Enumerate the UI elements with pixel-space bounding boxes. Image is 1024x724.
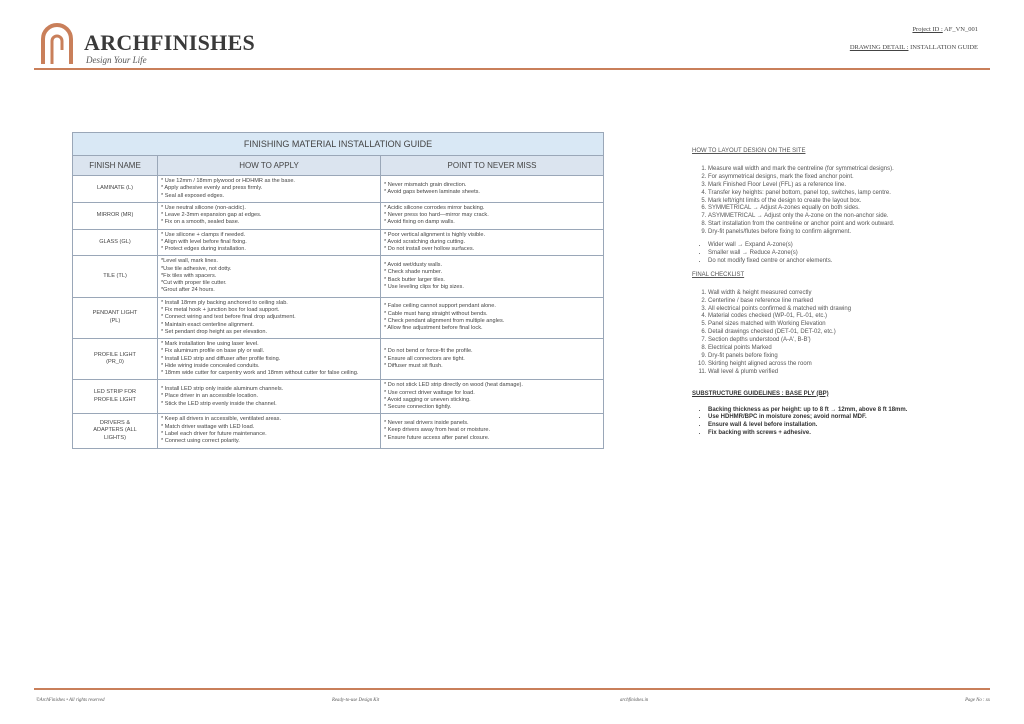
finish-name-line: LAMINATE (L): [97, 185, 133, 192]
never-miss-cell: [381, 202, 604, 229]
apply-step: * Fix metal hook + junction box for load support.: [161, 306, 280, 313]
footer-divider: [34, 688, 990, 690]
column-header-finish-name: FINISH NAME: [73, 156, 158, 176]
never-miss-cell: [381, 256, 604, 297]
never-miss-cell: [381, 414, 604, 448]
never-miss-point: * Poor vertical alignment is highly visible.: [384, 231, 486, 238]
apply-step: * Use neutral silicone (non-acidic).: [161, 204, 246, 211]
finish-name-cell: [73, 202, 158, 229]
apply-step: * Fix aluminum profile on base ply or wall.: [161, 348, 265, 355]
finish-name-cell: [73, 380, 158, 414]
how-to-apply-cell: [158, 202, 381, 229]
apply-step: * Keep all drivers in accessible, ventilated areas.: [161, 416, 282, 423]
checklist-item: 4. Material codes checked (WP-01, FL-01, etc.): [708, 313, 964, 321]
final-checklist: [692, 290, 964, 377]
how-to-apply-cell: [158, 380, 381, 414]
table-body: [73, 176, 604, 449]
table-row: [73, 176, 604, 203]
substructure-item: • Fix backing with screws + adhesive.: [708, 430, 964, 438]
finish-name-line: (PR_0): [106, 359, 124, 366]
never-miss-point: * Avoid gaps between laminate sheets.: [384, 188, 480, 195]
never-miss-point: * Diffuser must sit flush.: [384, 362, 443, 369]
apply-step: * Install 18mm ply backing anchored to ceiling slab.: [161, 299, 288, 306]
how-to-apply-cell: [158, 176, 381, 203]
apply-step: *Cut with proper tile cutter.: [161, 280, 227, 287]
checklist-item: 11. Wall level & plumb verified: [708, 369, 964, 377]
finish-name-line: ADAPTERS (ALL: [93, 427, 137, 434]
drawing-detail-label: DRAWING DETAIL :: [849, 44, 909, 51]
finish-name-cell: [73, 414, 158, 448]
brand-tagline: Design Your Life: [86, 55, 147, 65]
header-divider: [34, 68, 990, 70]
never-miss-point: * Never seal drivers inside panels.: [384, 420, 469, 427]
apply-step: * Leave 2-3mm expansion gap at edges.: [161, 212, 262, 219]
project-id: [912, 26, 978, 33]
finish-name-line: LED STRIP FOR: [93, 389, 137, 396]
never-miss-point: * Secure connection tightly.: [384, 404, 452, 411]
apply-step: * Hide wiring inside concealed conduits.: [161, 362, 260, 369]
never-miss-point: * Back butter larger tiles.: [384, 276, 445, 283]
finish-name-line: PROFILE LIGHT: [94, 351, 136, 358]
never-miss-cell: [381, 297, 604, 338]
never-miss-point: * Check shade number.: [384, 269, 443, 276]
never-miss-point: * Use correct driver wattage for load.: [384, 389, 475, 396]
apply-step: *Use tile adhesive, not dotty.: [161, 265, 232, 272]
substructure-list: [692, 407, 964, 439]
checklist-item: 10. Skirting height aligned across the room: [708, 361, 964, 369]
finish-name-line: MIRROR (MR): [96, 211, 134, 218]
substructure-title: SUBSTRUCTURE GUIDELINES : BASE PLY (BP): [692, 390, 829, 397]
never-miss-point: * Avoid wet/dusty walls.: [384, 262, 443, 269]
apply-step: * Fix on a smooth, sealed base.: [161, 219, 240, 226]
never-miss-cell: [381, 339, 604, 380]
finish-name-cell: [73, 339, 158, 380]
finish-name-line: LIGHTS): [103, 434, 127, 441]
layout-section: [692, 148, 964, 438]
never-miss-point: * Check pendant alignment from multiple angles.: [384, 317, 505, 324]
checklist-item: 9. Dry-fit panels before fixing: [708, 353, 964, 361]
layout-step: 7. ASYMMETRICAL → Adjust only the A-zone on the non-anchor side.: [708, 213, 964, 221]
substructure-item: • Ensure wall & level before installation.: [708, 422, 964, 430]
never-miss-point: * Acidic silicone corrodes mirror backing.: [384, 204, 485, 211]
substructure-section: [692, 391, 964, 439]
apply-step: * Use silicone + clamps if needed.: [161, 231, 246, 238]
finish-name-cell: [73, 176, 158, 203]
finish-name-line: PROFILE LIGHT: [94, 396, 136, 403]
never-miss-point: * Ensure future access after panel closure.: [384, 434, 490, 441]
layout-step: 5. Mark left/right limits of the design to create the layout box.: [708, 198, 964, 206]
brand-name: ARCHFINISHES: [84, 30, 256, 55]
table-row: [73, 414, 604, 448]
footer-website[interactable]: archfinishes.in: [620, 698, 649, 703]
finish-name-line: DRIVERS &: [99, 419, 131, 426]
never-miss-point: * Ensure all connectors are tight.: [384, 355, 465, 362]
never-miss-point: * Avoid sagging or uneven sticking.: [384, 396, 471, 403]
drawing-detail: [850, 44, 978, 51]
how-to-apply-cell: [158, 297, 381, 338]
checklist-item: 2. Centerline / base reference line marked: [708, 298, 964, 306]
apply-step: * Apply adhesive evenly and press firmly.: [161, 185, 263, 192]
finish-name-line: TILE (TL): [103, 272, 127, 279]
finish-name-cell: [73, 229, 158, 256]
layout-step: 6. SYMMETRICAL → Adjust A-zones equally on both sides.: [708, 205, 964, 213]
checklist-title: FINAL CHECKLIST: [692, 271, 745, 278]
apply-step: * Seal all exposed edges.: [161, 192, 225, 199]
never-miss-point: * Allow fine adjustment before final lock.: [384, 325, 483, 332]
column-header-point-to-never-miss: POINT TO NEVER MISS: [381, 156, 604, 176]
column-header-how-to-apply: HOW TO APPLY: [158, 156, 381, 176]
checklist-item: 1. Wall width & height measured correctly: [708, 290, 964, 298]
never-miss-point: * Never mismatch grain direction.: [384, 181, 467, 188]
never-miss-point: * Never press too hard—mirror may crack.: [384, 212, 489, 219]
project-id-value: AF_VN_001: [944, 26, 978, 33]
how-to-apply-cell: [158, 339, 381, 380]
never-miss-point: * Do not stick LED strip directly on wood (heat damage).: [384, 382, 523, 389]
table-row: [73, 256, 604, 297]
layout-step: 2. For asymmetrical designs, mark the fixed anchor point.: [708, 174, 964, 182]
never-miss-point: * Do not install over hollow surfaces.: [384, 246, 475, 253]
finish-name-cell: [73, 256, 158, 297]
never-miss-point: * False ceiling cannot support pendant alone.: [384, 303, 496, 310]
substructure-item: • Use HDHMR/BPC in moisture zones; avoid normal MDF.: [708, 414, 964, 422]
table-title: FINISHING MATERIAL INSTALLATION GUIDE: [73, 133, 604, 156]
never-miss-point: * Avoid scratching during cutting.: [384, 238, 466, 245]
layout-step: 3. Mark Finished Floor Level (FFL) as a reference line.: [708, 182, 964, 190]
footer-kit: Ready-to-use Design Kit: [332, 698, 380, 703]
table-row: [73, 380, 604, 414]
never-miss-point: * Avoid fixing on damp walls.: [384, 219, 455, 226]
apply-step: * Place driver in an accessible location.: [161, 393, 259, 400]
apply-step: *Level wall, mark lines.: [161, 258, 218, 265]
checklist-item: 8. Electrical points Marked: [708, 345, 964, 353]
layout-bullets-list: [692, 242, 964, 266]
apply-step: * Install LED strip and diffuser after profile fixing.: [161, 355, 281, 362]
table-row: [73, 229, 604, 256]
finish-name-cell: [73, 297, 158, 338]
layout-step: 9. Dry-fit panels/flutes before fixing to confirm alignment.: [708, 229, 964, 237]
layout-title: HOW TO LAYOUT DESIGN ON THE SITE: [692, 148, 806, 154]
finish-name-line: GLASS (GL): [99, 238, 131, 245]
apply-step: * Install LED strip only inside aluminum channels.: [161, 386, 284, 392]
apply-step: * Stick the LED strip evenly inside the channel.: [161, 400, 277, 407]
apply-step: *Grout after 24 hours.: [161, 287, 215, 294]
table-row: [73, 202, 604, 229]
apply-step: * Maintain exact centerline alignment.: [161, 321, 254, 328]
checklist-item: 5. Panel sizes matched with Working Elevation: [708, 321, 964, 329]
finish-name-line: (PL): [109, 317, 121, 324]
layout-steps-list: [692, 166, 964, 237]
substructure-item: • Backing thickness as per height: up to 8 ft → 12mm, above 8 ft 18mm.: [708, 407, 964, 415]
arch-logo-icon: [40, 22, 74, 64]
project-id-label: Project ID :: [912, 26, 943, 33]
apply-step: *Fix tiles with spacers.: [161, 272, 217, 279]
apply-step: * Set pendant drop height as per elevation.: [161, 328, 268, 335]
table-row: [73, 339, 604, 380]
layout-bullet: • Do not modify fixed centre or anchor elements.: [708, 258, 964, 266]
never-miss-point: * Do not bend or force-fit the profile.: [384, 348, 473, 355]
never-miss-cell: [381, 380, 604, 414]
apply-step: * Connect wiring and test before final drop adjustment.: [161, 314, 296, 321]
how-to-apply-cell: [158, 229, 381, 256]
how-to-apply-cell: [158, 256, 381, 297]
table-row: [73, 297, 604, 338]
installation-guide-table: [72, 132, 604, 449]
finish-name-line: PENDANT LIGHT: [92, 310, 138, 317]
apply-step: * Protect edges during installation.: [161, 246, 246, 253]
checklist-item: 6. Detail drawings checked (DET-01, DET-02, etc.): [708, 329, 964, 337]
apply-step: * Align with level before final fixing.: [161, 238, 247, 245]
apply-step: * Match driver wattage with LED load.: [161, 423, 255, 430]
apply-step: * Use 12mm / 18mm plywood or HDHMR as the base.: [161, 178, 295, 184]
apply-step: * 18mm wide cutter for carpentry work and 18mm without cutter for false ceiling.: [161, 370, 359, 377]
apply-step: * Connect using correct polarity.: [161, 438, 240, 445]
how-to-apply-cell: [158, 414, 381, 448]
never-miss-point: * Use leveling clips for big sizes.: [384, 283, 464, 290]
never-miss-cell: [381, 229, 604, 256]
drawing-detail-value: INSTALLATION GUIDE: [910, 44, 978, 51]
never-miss-point: * Keep drivers away from heat or moisture.: [384, 427, 491, 434]
apply-step: * Mark installation line using laser level.: [161, 341, 259, 348]
layout-step: 8. Start installation from the centreline or anchor point and work outward.: [708, 221, 964, 229]
never-miss-cell: [381, 176, 604, 203]
checklist-item: 3. All electrical points confirmed & matched with drawing: [708, 306, 964, 314]
footer-copyright: ©ArchFinishes • All rights reserved: [36, 698, 105, 703]
checklist-item: 7. Section depths understood (A-A', B-B'): [708, 337, 964, 345]
layout-bullet: • Wider wall → Expand A-zone(s): [708, 242, 964, 250]
layout-bullet: • Smaller wall → Reduce A-zone(s): [708, 250, 964, 258]
layout-step: 1. Measure wall width and mark the centreline (for symmetrical designs).: [708, 166, 964, 174]
layout-step: 4. Transfer key heights: panel bottom, panel top, switches, lamp centre.: [708, 190, 964, 198]
apply-step: * Label each driver for future maintenance.: [161, 430, 267, 437]
footer-page-number: Page No : xx: [965, 698, 990, 703]
never-miss-point: * Cable must hang straight without bends.: [384, 310, 488, 317]
